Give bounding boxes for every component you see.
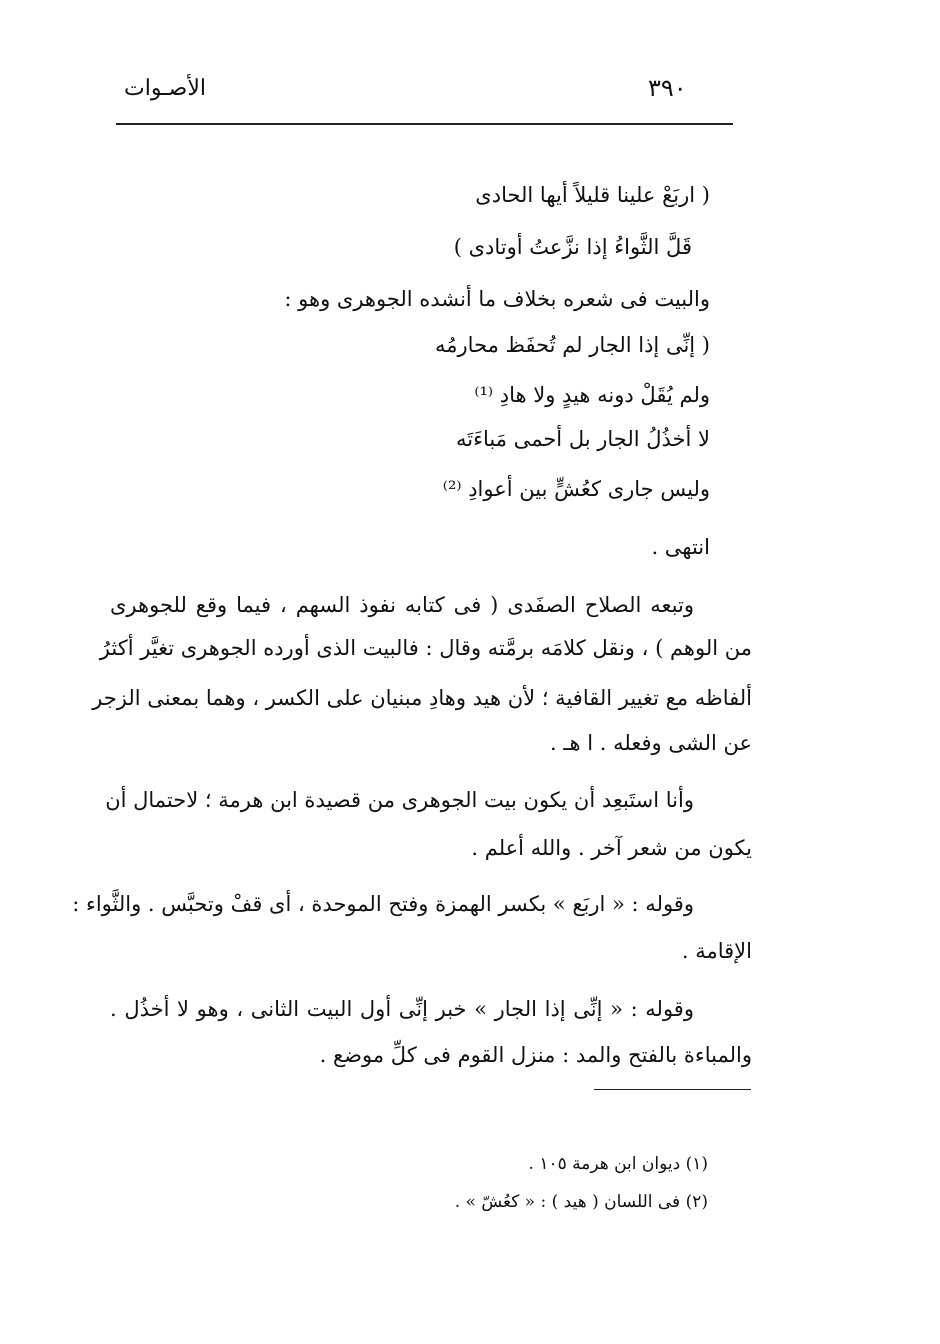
- verse-line: قَلَّ الثَّواءُ إذا نزَّعتُ أوتادى ): [453, 235, 692, 259]
- verse-line: ( اربَعْ علينا قليلاً أيها الحادى: [475, 183, 710, 207]
- paragraph-line: الإقامة .: [681, 939, 752, 963]
- footnote-rule: [594, 1089, 751, 1090]
- verse-line: انتهى .: [651, 535, 710, 559]
- paragraph-line: يكون من شعر آخر . والله أعلم .: [471, 836, 752, 860]
- header-rule: [116, 123, 733, 125]
- paragraph-line: وتبعه الصلاح الصفَدى ( فى كتابه نفوذ السهم ، فيما وقع للجوهرى: [110, 593, 694, 617]
- paragraph-line: وقوله : « إنِّى إذا الجار » خبر إنِّى أول البيت الثانى ، وهو لا أخذُل .: [110, 997, 694, 1021]
- verse-line: لا أخذُلُ الجار بل أحمى مَباءَتَه: [456, 427, 710, 451]
- verse-line: والبيت فى شعره بخلاف ما أنشده الجوهرى وهو :: [284, 287, 710, 311]
- paragraph-line: وقوله : « اربَع » بكسر الهمزة وفتح الموحدة ، أى قفْ وتحبَّس . والثَّواء :: [72, 892, 694, 916]
- paragraph-line: ألفاظه مع تغيير القافية ؛ لأن هيد وهادِ مبنيان على الكسر ، وهما بمعنى الزجر: [92, 686, 752, 710]
- paragraph-line: عن الشى وفعله . ا هـ .: [550, 731, 752, 755]
- verse-line: ( إنِّى إذا الجار لم تُحفَظ محارمُه: [435, 333, 710, 357]
- page-number: ٣٩٠: [648, 74, 687, 102]
- verse-line: وليس جارى كعُشٍّ بين أعوادِ ⁽²⁾: [442, 477, 710, 501]
- paragraph-line: والمباءة بالفتح والمد : منزل القوم فى كلِّ موضع .: [319, 1043, 752, 1067]
- paragraph-line: وأنا استَبعِد أن يكون بيت الجوهرى من قصيدة ابن هرمة ؛ لاحتمال أن: [105, 788, 694, 812]
- running-title: الأصـوات: [124, 76, 206, 101]
- verse-line: ولم يُقَلْ دونه هيدٍ ولا هادِ ⁽¹⁾: [474, 383, 710, 407]
- footnote: (٢) فى اللسان ( هيد ) : « كعُشّ » .: [454, 1192, 708, 1212]
- footnote: (١) ديوان ابن هرمة ١٠٥ .: [528, 1154, 708, 1174]
- paragraph-line: من الوهم ) ، ونقل كلامَه برمَّته وقال : فالبيت الذى أورده الجوهرى تغيَّر أكثرُ: [99, 636, 752, 660]
